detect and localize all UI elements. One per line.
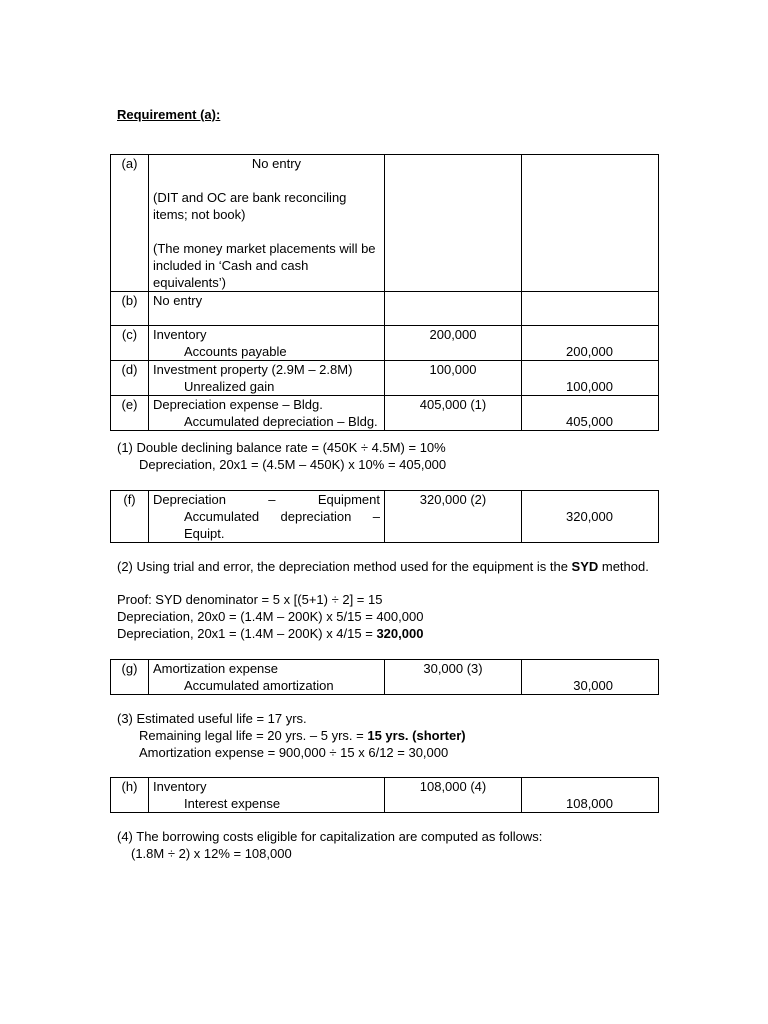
entry-label: (c) — [111, 326, 149, 361]
credit-account: Unrealized gain — [184, 379, 275, 394]
entry-label: (e) — [111, 396, 149, 431]
note-2-proof-2: Depreciation, 20x0 = (1.4M – 200K) x 5/15 = 400,000 — [117, 609, 424, 624]
entry-label: (f) — [111, 491, 149, 543]
note-2-line-1: (2) Using trial and error, the depreciation method used for the equipment is the SYD method. — [117, 559, 649, 574]
credit-amount: 30,000 — [573, 678, 613, 693]
credit-amount: 200,000 — [566, 344, 613, 359]
debit-cell — [385, 155, 522, 292]
note-3-line-3: Amortization expense = 900,000 ÷ 15 x 6/12 = 30,000 — [139, 745, 449, 760]
credit-cell — [522, 292, 659, 326]
requirement-heading: Requirement (a): — [117, 107, 221, 122]
credit-account: Interest expense — [184, 796, 281, 811]
journal-table-a-to-e — [110, 154, 659, 431]
credit-amount: 405,000 — [566, 414, 613, 429]
debit-account: No entry — [149, 292, 385, 326]
journal-table-h — [110, 777, 659, 813]
entry-row-h — [111, 778, 659, 813]
debit-account: Inventory — [153, 779, 207, 794]
credit-account: Accumulated depreciation – Equipt. — [184, 509, 380, 541]
entry-row-f — [111, 491, 659, 543]
entry-row-a — [111, 155, 659, 292]
entry-row-b — [111, 292, 659, 326]
entry-note: (DIT and OC are bank reconciling items; not book) — [153, 190, 347, 222]
debit-cell — [385, 292, 522, 326]
credit-amount: 108,000 — [566, 796, 613, 811]
entry-title: No entry — [251, 156, 302, 171]
note-1-line-1: (1) Double declining balance rate = (450K ÷ 4.5M) = 10% — [117, 440, 446, 455]
journal-table-f — [110, 490, 659, 543]
note-4-line-1: (4) The borrowing costs eligible for capitalization are computed as follows: — [117, 829, 543, 844]
journal-table-g — [110, 659, 659, 695]
credit-amount: 320,000 — [566, 509, 613, 524]
entry-label: (d) — [111, 361, 149, 396]
entry-label: (h) — [111, 778, 149, 813]
debit-account: Investment property (2.9M – 2.8M) — [153, 362, 353, 377]
note-2-proof-3: Depreciation, 20x1 = (1.4M – 200K) x 4/15 = 320,000 — [117, 626, 424, 641]
entry-row-e — [111, 396, 659, 431]
note-2-proof-1: Proof: SYD denominator = 5 x [(5+1) ÷ 2] = 15 — [117, 592, 383, 607]
credit-account: Accumulated amortization — [184, 678, 334, 693]
debit-account: Inventory — [153, 327, 207, 342]
note-1-line-2: Depreciation, 20x1 = (4.5M – 450K) x 10% = 405,000 — [139, 457, 447, 472]
entry-note: (The money market placements will be included in ‘Cash and cash equivalents’) — [153, 241, 376, 290]
debit-amount: 100,000 — [385, 361, 522, 396]
debit-amount: 200,000 — [385, 326, 522, 361]
credit-amount: 100,000 — [566, 379, 613, 394]
debit-account: Depreciation – Equipment — [153, 492, 380, 507]
entry-description — [149, 155, 385, 292]
debit-amount: 30,000 (3) — [385, 660, 522, 695]
shorter-life: 15 yrs. (shorter) — [367, 728, 466, 743]
entry-label: (b) — [111, 292, 149, 326]
method-name: SYD — [571, 559, 599, 574]
entry-row-d — [111, 361, 659, 396]
note-4-line-2: (1.8M ÷ 2) x 12% = 108,000 — [131, 846, 292, 861]
debit-amount: 405,000 (1) — [385, 396, 522, 431]
entry-row-g — [111, 660, 659, 695]
debit-account: Depreciation expense – Bldg. — [153, 397, 323, 412]
note-3-line-1: (3) Estimated useful life = 17 yrs. — [117, 711, 307, 726]
entry-row-c — [111, 326, 659, 361]
proof-result: 320,000 — [376, 626, 424, 641]
credit-account: Accumulated depreciation – Bldg. — [184, 414, 378, 429]
entry-label: (a) — [111, 155, 149, 292]
note-3-line-2: Remaining legal life = 20 yrs. – 5 yrs. = 15 yrs. (shorter) — [139, 728, 466, 743]
credit-account: Accounts payable — [184, 344, 287, 359]
debit-account: Amortization expense — [153, 661, 279, 676]
debit-amount: 320,000 (2) — [385, 491, 522, 543]
debit-amount: 108,000 (4) — [385, 778, 522, 813]
entry-label: (g) — [111, 660, 149, 695]
credit-cell — [522, 155, 659, 292]
